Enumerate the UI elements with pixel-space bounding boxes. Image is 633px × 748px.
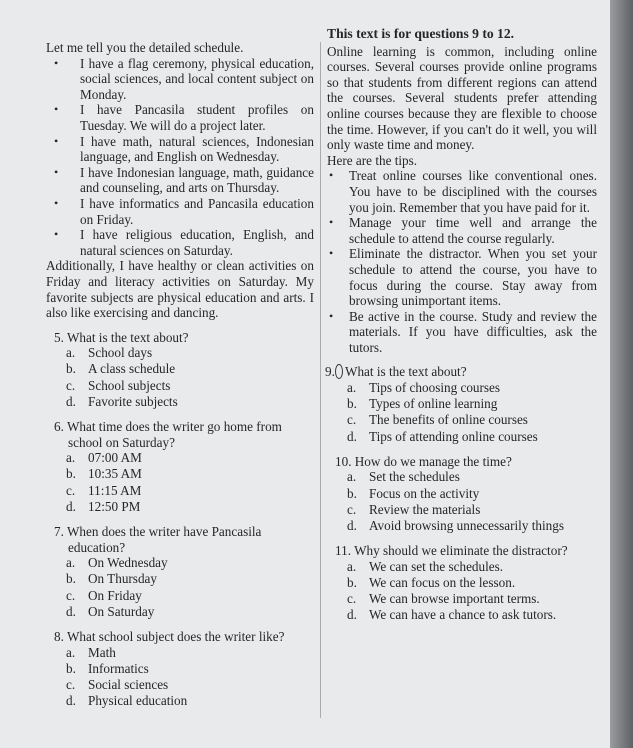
answer-options	[327, 380, 597, 445]
answer-option[interactable]: b. A class schedule	[66, 361, 176, 377]
answer-option[interactable]: c. 11:15 AM	[66, 482, 142, 498]
answer-options	[46, 345, 314, 410]
question-8	[46, 629, 314, 709]
answer-option[interactable]: a. 07:00 AM	[66, 450, 142, 466]
answer-option[interactable]: a. School days	[66, 345, 153, 361]
answer-option[interactable]: d. Tips of attending online courses	[347, 428, 538, 444]
answer-option[interactable]: b. 10:35 AM	[66, 466, 142, 482]
answer-option[interactable]: c. We can browse important terms.	[347, 591, 540, 607]
right-column	[327, 26, 597, 624]
answer-option[interactable]: d. Favorite subjects	[66, 393, 178, 409]
question-text: When does the writer have Pancasila education?	[66, 524, 262, 555]
answer-option[interactable]: d. Avoid browsing unnecessarily things	[347, 518, 564, 534]
question-5	[46, 330, 314, 410]
answer-option[interactable]: c. The benefits of online courses	[347, 412, 528, 428]
schedule-item: • I have a flag ceremony, physical education, social sciences, and local content subject on Monday.	[46, 56, 314, 103]
question-text: What is the text about?	[66, 329, 189, 345]
answer-option[interactable]: a. Math	[66, 644, 116, 660]
answer-option[interactable]: b. On Thursday	[66, 571, 157, 587]
question-number: 5.	[54, 329, 64, 345]
left-column	[46, 40, 314, 710]
question-number: 7.	[54, 524, 64, 540]
schedule-closing: Additionally, I have healthy or clean activities on Friday and literacy activities on Saturday. My favorite subjects are physical education and arts. I also like exercising and dancing.	[46, 258, 314, 321]
answer-option[interactable]: c. Review the materials	[347, 501, 481, 517]
reading-paragraph: Online learning is common, including online courses. Several courses provide online programs so that students from different regions can attend the courses. Several students prefer attending online courses because they are flexible to choose the time. However, if you can't do it well, you will only waste time and money.	[327, 43, 597, 153]
answer-option[interactable]: b. Informatics	[66, 660, 149, 676]
answer-option[interactable]: a. Tips of choosing courses	[347, 380, 501, 396]
schedule-list	[46, 56, 314, 259]
answer-option[interactable]: d. On Saturday	[66, 603, 155, 619]
schedule-item: • I have Pancasila student profiles on Tuesday. We will do a project later.	[46, 102, 314, 133]
tip-item: • Manage your time well and arrange the schedule to attend the course regularly.	[327, 215, 597, 246]
question-number: 9.	[335, 364, 343, 379]
schedule-item: • I have Indonesian language, math, guidance and counseling, and arts on Thursday.	[46, 165, 314, 196]
answer-option[interactable]: b. Focus on the activity	[347, 485, 480, 501]
question-text: Why should we eliminate the distractor?	[354, 543, 568, 559]
answer-option[interactable]: a. Set the schedules	[347, 469, 460, 485]
question-number: 8.	[54, 629, 64, 645]
answer-option[interactable]: a. We can set the schedules.	[347, 558, 504, 574]
answer-option[interactable]: b. Types of online learning	[347, 396, 498, 412]
column-divider	[320, 42, 321, 718]
answer-option[interactable]: a. On Wednesday	[66, 555, 168, 571]
answer-option[interactable]: d. We can have a chance to ask tutors.	[347, 607, 557, 623]
answer-option[interactable]: c. School subjects	[66, 377, 171, 393]
answer-options	[46, 555, 314, 620]
answer-option[interactable]: d. 12:50 PM	[66, 498, 141, 514]
schedule-intro: Let me tell you the detailed schedule.	[46, 40, 244, 55]
answer-options	[327, 559, 597, 624]
answer-option[interactable]: b. We can focus on the lesson.	[347, 575, 516, 591]
schedule-item: • I have math, natural sciences, Indonesian language, and English on Wednesday.	[46, 134, 314, 165]
question-text: What time does the writer go home from school on Saturday?	[66, 419, 282, 450]
question-10	[327, 454, 597, 534]
answer-option[interactable]: c. Social sciences	[66, 677, 169, 693]
section-heading: This text is for questions 9 to 12.	[327, 26, 515, 41]
tips-intro: Here are the tips.	[327, 152, 418, 168]
question-9	[327, 364, 597, 444]
answer-option[interactable]: c. On Friday	[66, 587, 142, 603]
schedule-item: • I have religious education, English, and natural sciences on Saturday.	[46, 227, 314, 258]
question-6	[46, 419, 314, 515]
tip-item: • Be active in the course. Study and review the materials. If you have difficulties, ask the tutors.	[327, 309, 597, 356]
question-7	[46, 524, 314, 620]
tip-item: • Eliminate the distractor. When you set your schedule to attend the course, you have to focus during the course. Stay away from browsing unimportant items.	[327, 246, 597, 308]
question-number: 10.	[335, 453, 352, 469]
answer-options	[46, 645, 314, 710]
question-text: What is the text about?	[345, 364, 467, 380]
question-number: 6.	[54, 419, 64, 435]
schedule-item: • I have informatics and Pancasila education on Friday.	[46, 196, 314, 227]
question-text: How do we manage the time?	[354, 453, 512, 469]
question-number: 11.	[335, 543, 351, 559]
answer-options	[327, 469, 597, 534]
question-11	[327, 543, 597, 623]
question-text: What school subject does the writer like?	[66, 629, 285, 645]
answer-options	[46, 450, 314, 515]
answer-option[interactable]: d. Physical education	[66, 693, 188, 709]
tip-item: • Treat online courses like conventional ones. You have to be disciplined with the courses you join. Remember that you have paid for it.	[327, 168, 597, 215]
tips-list	[327, 168, 597, 355]
